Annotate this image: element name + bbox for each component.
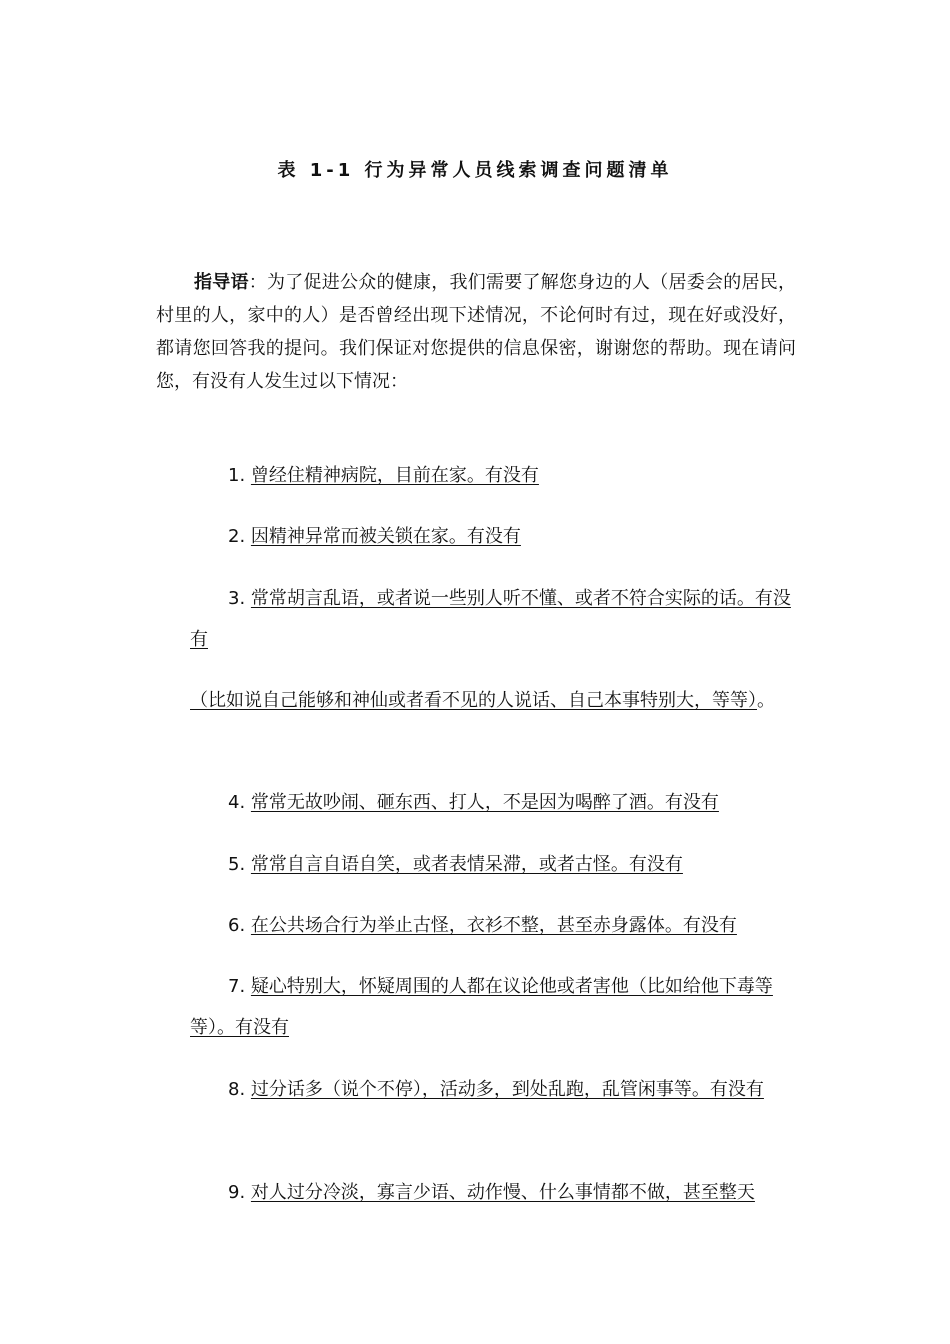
- intro-paragraph: [156, 266, 796, 398]
- question-number: 4.: [228, 792, 246, 813]
- question-number: 1.: [228, 465, 246, 486]
- document-title: 表 1-1 行为异常人员线索调查问题清单: [277, 160, 673, 181]
- question-item-3: [190, 578, 796, 660]
- question-text: 过分话多（说个不停），活动多，到处乱跑，乱管闲事等。有没有: [250, 1079, 764, 1100]
- question-text: 曾经住精神病院，目前在家。有没有: [250, 465, 539, 486]
- question-item-4: [190, 782, 796, 823]
- intro-lead: 指导语: [194, 272, 249, 293]
- question-number: 8.: [228, 1079, 246, 1100]
- question-number: 6.: [228, 915, 246, 936]
- question-text: 对人过分冷淡，寡言少语、动作慢、什么事情都不做，甚至整天: [250, 1182, 755, 1203]
- question-number: 3.: [228, 588, 246, 609]
- question-item-7: [190, 966, 796, 1048]
- question-number: 9.: [228, 1182, 246, 1203]
- note-end: 。: [757, 690, 775, 711]
- question-text: 常常无故吵闹、砸东西、打人，不是因为喝醉了酒。有没有: [250, 792, 719, 813]
- question-3-note: [156, 680, 796, 721]
- note-text: （比如说自己能够和神仙或者看不见的人说话、自己本事特别大，等等）: [190, 690, 757, 711]
- question-item-6: [190, 905, 796, 946]
- question-text: 因精神异常而被关锁在家。有没有: [250, 526, 521, 547]
- question-item-2: [190, 516, 796, 557]
- question-text: 疑心特别大，怀疑周围的人都在议论他或者害他（比如给他下毒等等）。有没有: [190, 976, 773, 1038]
- intro-body: ：为了促进公众的健康，我们需要了解您身边的人（居委会的居民，村里的人，家中的人）是否曾经出现下述情况，不论何时有过，现在好或没好，都请您回答我的提问。我们保证对您提供的信息保密，谢谢您的帮助。现在请问您，有没有人发生过以下情况：: [156, 272, 796, 392]
- question-item-5: [190, 844, 796, 885]
- question-item-8: [190, 1069, 796, 1110]
- question-number: 5.: [228, 854, 246, 875]
- question-number: 2.: [228, 526, 246, 547]
- question-text: 常常自言自语自笑，或者表情呆滞，或者古怪。有没有: [250, 854, 683, 875]
- question-item-9: [190, 1172, 796, 1213]
- question-text: 在公共场合行为举止古怪，衣衫不整，甚至赤身露体。有没有: [250, 915, 737, 936]
- question-item-1: [190, 455, 796, 496]
- question-number: 7.: [228, 976, 246, 997]
- question-text: 常常胡言乱语，或者说一些别人听不懂、或者不符合实际的话。有没有: [190, 588, 791, 650]
